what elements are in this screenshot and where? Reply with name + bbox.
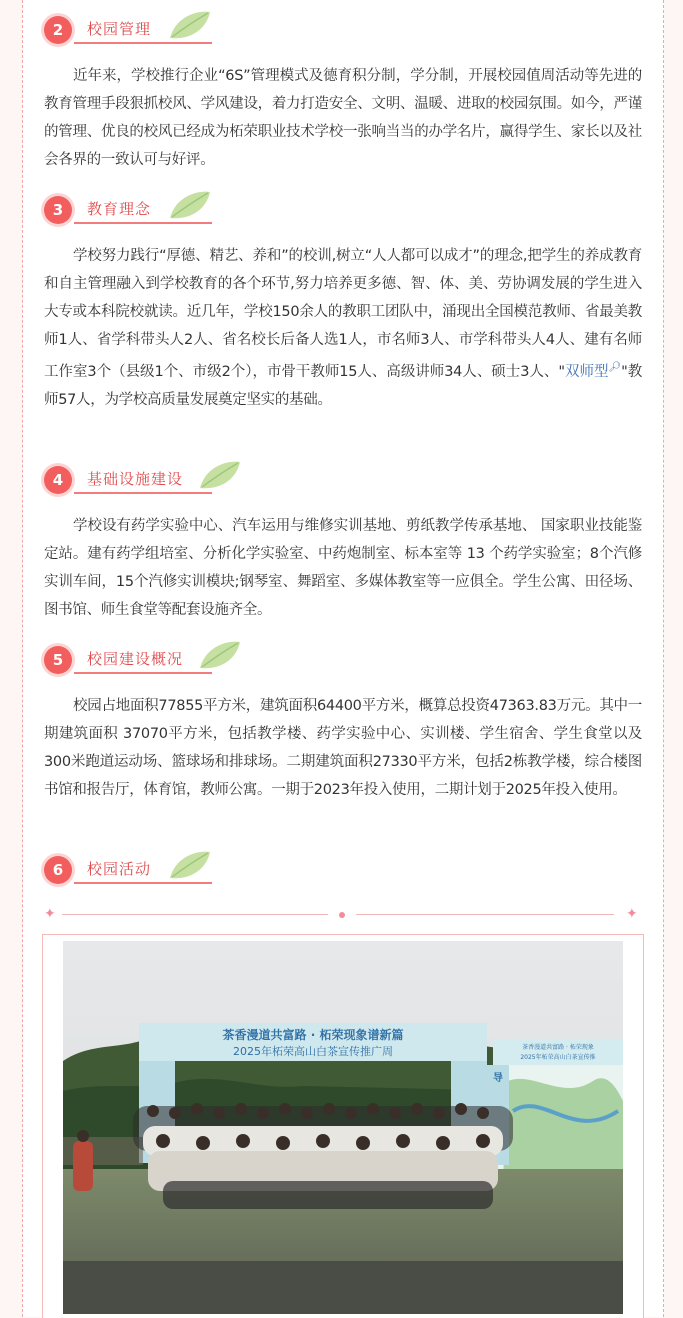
leaf-icon bbox=[168, 848, 212, 882]
board-subtitle: 2025年柘荣高山白茶宣传推 bbox=[520, 1054, 596, 1061]
section-number: 4 bbox=[44, 466, 72, 494]
title-underline bbox=[74, 882, 212, 884]
section-title: 校园管理 bbox=[87, 20, 152, 38]
title-underline bbox=[74, 42, 212, 44]
section-header-campus-activities bbox=[44, 852, 364, 892]
star-icon: ✦ bbox=[44, 906, 56, 922]
section-paragraph bbox=[44, 242, 642, 414]
divider-dot bbox=[339, 912, 345, 918]
paragraph-text: 学校努力践行“厚德、精艺、养和”的校训,树立“人人都可以成才”的理念,把学生的养成教育和自主管理融入到学校教育的各个环节,努力培养更多德、智、体、美、劳协调发展的学生进入大专或本科院校就读。近几年，学校150余人的教职工团队中，涌现出全国模范教师、省最美教师1人、省学科带头人2人、省名校长后备人选1人，市名师3人、市学科带头人4人、建有名师工作室3个（县级1个、市级2个），市骨干教师15人、高级讲师34人、硕士3人、" bbox=[44, 248, 642, 380]
section-paragraph: 近年来，学校推行企业“6S”管理模式及德育积分制，学分制，开展校园值周活动等先进的教育管理手段狠抓校风、学风建设，着力打造安全、文明、温暖、进取的校园氛围。如今，严谨的管理、优良的校风已经成为柘荣职业技术学校一张响当当的办学名片，赢得学生、家长以及社会各界的一致认可与好评。 bbox=[44, 68, 642, 168]
section-header-education-philosophy bbox=[44, 192, 364, 232]
board-label: 导 bbox=[493, 1073, 503, 1084]
divider-line bbox=[62, 914, 328, 915]
banner-subtitle: 2025年柘荣高山白茶宣传推广周 bbox=[233, 1045, 393, 1058]
leaf-icon bbox=[168, 188, 212, 222]
section-title: 教育理念 bbox=[87, 200, 152, 218]
section-header-campus-construction bbox=[44, 642, 364, 682]
banner-title: 茶香漫道共富路 · 柘荣现象谱新篇 bbox=[222, 1028, 404, 1042]
star-icon: ✦ bbox=[626, 906, 638, 922]
paragraph-text: "教师57人，为学校高质量发展奠定坚实的基础。 bbox=[44, 363, 642, 408]
group-photo bbox=[63, 941, 623, 1314]
section-header-infrastructure bbox=[44, 462, 364, 502]
section-title: 校园建设概况 bbox=[87, 650, 184, 668]
title-underline bbox=[74, 222, 212, 224]
board-title: 茶香漫道共富路 · 柘荣现象 bbox=[522, 1044, 594, 1051]
divider-line bbox=[356, 914, 614, 915]
section-title: 基础设施建设 bbox=[87, 470, 184, 488]
section-number: 3 bbox=[44, 196, 72, 224]
title-underline bbox=[74, 672, 212, 674]
photo-frame bbox=[42, 934, 644, 1318]
leaf-icon bbox=[168, 8, 212, 42]
title-underline bbox=[74, 492, 212, 494]
section-paragraph: 校园占地面积77855平方米，建筑面积64400平方米，概算总投资47363.83万元。其中一期建筑面积 37070平方米，包括教学楼、药学实验中心、实训楼、学生宿舍、学生食堂以及300米跑道运动场、篮球场和排球场。二期建筑面积27330平方米，包括2栋教学楼，综合楼图书馆和报告厅，体育馆，教师公寓。一期于2023年投入使用，二期计划于2025年投入使用。 bbox=[44, 698, 642, 798]
search-icon[interactable]: 🔎︎ bbox=[608, 362, 622, 373]
section-number: 2 bbox=[44, 16, 72, 44]
section-header-campus-management bbox=[44, 12, 364, 52]
leaf-icon bbox=[198, 458, 242, 492]
keyword-link[interactable]: 双师型 bbox=[564, 363, 609, 380]
section-number: 5 bbox=[44, 646, 72, 674]
section-number: 6 bbox=[44, 856, 72, 884]
leaf-icon bbox=[198, 638, 242, 672]
section-title: 校园活动 bbox=[87, 860, 152, 878]
section-paragraph: 学校设有药学实验中心、汽车运用与维修实训基地、剪纸教学传承基地、 国家职业技能鉴定站。建有药学组培室、分析化学实验室、中药炮制室、标本室等 13 个药学实验室；8个汽修实训车间，15个汽修实训模块;钢琴室、舞蹈室、多媒体教室等一应俱全。学生公寓、田径场、图书馆、师生食堂等配套设施齐全。 bbox=[44, 518, 642, 618]
